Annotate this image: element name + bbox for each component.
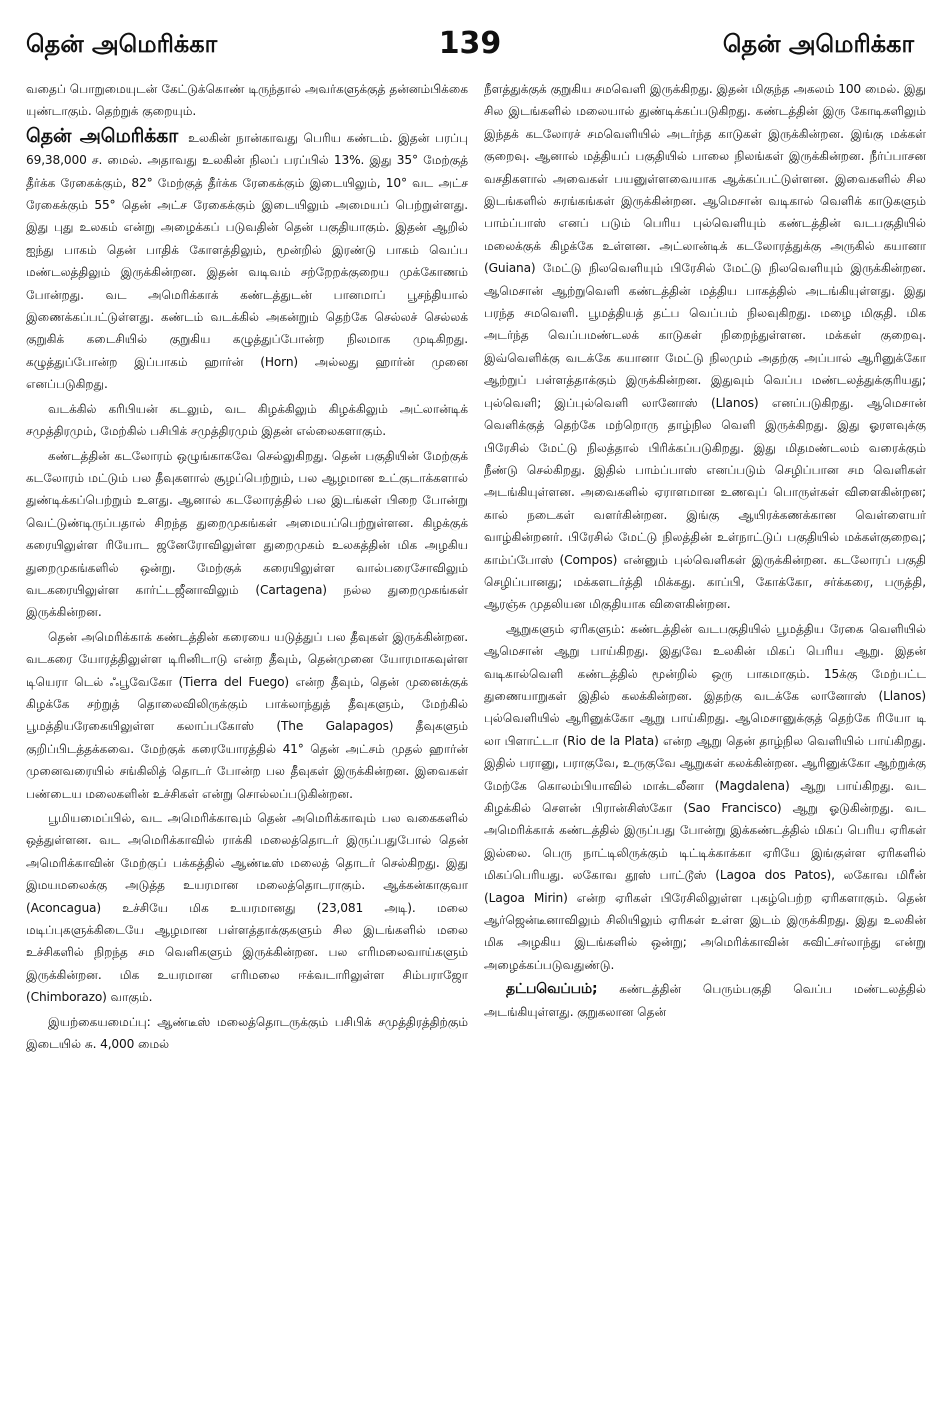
left-column [26,78,468,1408]
running-head-right: தென் அமெரிக்கா [722,30,914,58]
paragraph [484,78,926,616]
section-heading: தட்பவெப்பம்; [506,981,598,998]
page-number: 139 [438,26,502,61]
running-head-left: தென் அமெரிக்கா [26,30,218,58]
paragraph-text: கண்டத்தின் கடலோரம் ஒழுங்காகவே செல்லுகிறது. தென் பகுதியின் மேற்குக் கடலோரம் மட்டும் பல தீவுகளால் சூழப்பெற்றும், பல ஆழமான உட்குடாக்களால் துண்டிக்கப்பெற்றும் உளது. ஆனால் கடலோரத்தில் பல இடங்கள் பிறை போன்று வெட்டுண்டிருப்பதால் சிறந்த துறைமுகங்கள் அமையப்பெற்றுள்ளன. கிழக்குக் கரையிலுள்ள ரியோட ஜனேரோவிலுள்ள துறைமுகம் உலகத்தின் மிக அழகிய துறைமுகங்களில் ஒன்று. மேற்குக் கரையிலுள்ள வால்பரைசோவிலும் வடகரையிலுள்ள கார்ட்டஜீனாவிலும் (Cartagena) நல்ல துறைமுகங்கள் இருக்கின்றன. [26,448,468,620]
paragraph-text: இயற்கையமைப்பு: ஆண்டீஸ் மலைத்தொடருக்கும் பசிபிக் சமுத்திரத்திற்கும் இடையில் சு. 4,000 மைல் [26,1014,468,1052]
paragraph [484,618,926,977]
paragraph-text: தென் அமெரிக்காக் கண்டத்தின் கரையை யடுத்துப் பல தீவுகள் இருக்கின்றன. வடகரை யோரத்திலுள்ள டிரினிடாடு என்ற தீவும், தென்முனை யோரமாகவுள்ள டியெரா டெல் ஃபூவேகோ (Tierra del Fuego) என்ற தீவும், தென் முனைக்குக் கிழக்கே சற்றுத் தொலைவிலிருக்கும் பாக்லாந்துத் தீவுகளும், மேற்கில் பூமத்தியரேகையிலுள்ள கலாப்பகோஸ் (The Galapagos) தீவுகளும் குறிப்பிடத்தக்கவை. மேற்குக் கரையோரத்தில் 41° தென் அட்சம் முதல் ஹார்ன் முனைவரையில் சங்கிலித் தொடர் போன்ற பல தீவுகள் இருக்கின்றன. இவைகள் பண்டைய மலைகளின் உச்சிகள் என்று சொல்லப்படுகின்றன. [26,629,468,801]
paragraph [484,978,926,1023]
paragraph-text: பூமியமைப்பில், வட அமெரிக்காவும் தென் அமெரிக்காவும் பல வகைகளில் ஒத்துள்ளன. வட அமெரிக்காவில் ராக்கி மலைத்தொடர் இருப்பதுபோல் தென் அமெரிக்காவின் மேற்குப் பக்கத்தில் ஆண்டீஸ் மலைத் தொடர் செல்கிறது. இது இமயமலைக்கு அடுத்த உயரமான மலைத்தொடராகும். ஆக்கன்காகுவா (Aconcagua) உச்சியே மிக உயரமானது (23,081 அடி). மலை மடிப்புகளுக்கிடையே ஆழமான பள்ளத்தாக்குகளும் சில இடங்களில் மலை உச்சிகளில் நிறந்த சம வெளிகளும் இருக்கின்றன. பல எரிமலைவாய்களும் இருக்கின்றன. மிக உயரமான எரிமலை ஈக்வடாரிலுள்ள சிம்பராஜோ (Chimborazo) வாகும். [26,811,468,1005]
paragraph-text: கண்டத்தின் பெரும்பகுதி வெப்ப மண்டலத்தில் அடங்கியுள்ளது. குறுகலான தென் [484,982,926,1019]
paragraph [26,78,468,123]
entry-paragraph [26,125,468,396]
paragraph [26,626,468,805]
paragraph [26,807,468,1009]
paragraph-text: ஆறுகளும் ஏரிகளும்: கண்டத்தின் வடபகுதியில் பூமத்திய ரேகை வெளியில் ஆமெசான் ஆறு பாய்கிறது. இதுவே உலகின் மிகப் பெரிய ஆறு. இதன் வடிகால்வெளி கண்டத்தில் மூன்றில் ஒரு பாகமாகும். 15க்கு மேற்பட்ட துணையாறுகள் இதில் கலக்கின்றன. இதற்கு வடக்கே லானோஸ் (Llanos) புல்வெளியில் ஆரினுக்கோ ஆறு பாய்கிறது. ஆமெசானுக்குத் தெற்கே ரியோ டி லா பிளாட்டா (Rio de la Plata) என்ற ஆறு தென் தாழ்நில வெளியில் பாய்கிறது. இதில் பரானு, பராகுவே, உருகுவே ஆறுகள் கலக்கின்றன. ஆரினுக்கோ ஆற்றுக்கு மேற்கே கொலம்பியாவில் மாக்டலீனா (Magdalena) ஆறு பாய்கிறது. வட கிழக்கில் சௌன் பிரான்சிஸ்கோ (Sao Francisco) ஆறு ஓடுகின்றது. வட அமெரிக்காக் கண்டத்தில் இருப்பது போன்று இக்கண்டத்தில் மிகப் பெரிய ஏரிகள் இல்லை. பெரு நாட்டிலிருக்கும் டிட்டிக்காக்கா ஏரியே இங்குள்ள ஏரிகளில் மிகப்பெரியது. லகோவ தூஸ் பாட்டூஸ் (Lagoa dos Patos), லகோவ மிரீன் (Lagoa Mirin) என்ற ஏரிகள் பிரேசிலிலுள்ள புகழ்பெற்ற ஏரிகளாகும். தென் ஆர்ஜென்டீனாவிலும் சிலியிலும் ஏரிகள் உள்ள இடம் இருக்கிறது. இது உலகின் மிக அழகிய இடங்களில் ஒன்று; அமெரிக்காவின் சுவிட்சர்லாந்து என்று அழைக்கப்படுவதுண்டு. [484,621,926,972]
paragraph-text: வடக்கில் கரிபியன் கடலும், வட கிழக்கிலும் கிழக்கிலும் அட்லான்டிக் சமுத்திரமும், மேற்கில் பசிபிக் சமுத்திரமும் இதன் எல்லைகளாகும். [26,401,468,439]
paragraph [26,445,468,624]
paragraph-text: நீளத்துக்குக் குறுகிய சமவெளி இருக்கிறது. இதன் மிகுந்த அகலம் 100 மைல். இது சில இடங்களில் மலையால் துண்டிக்கப்படுகிறது. கண்டத்தின் இரு கோடிகளிலும் இந்தக் கடலோரச் சமவெளியில் அடர்ந்த காடுகள் இருக்கின்றன. இங்கு மக்கள் குறைவு. ஆனால் மத்தியப் பகுதியில் பாலை நிலங்கள் இருக்கின்றன. நீர்ப்பாசன வசதிகளால் அவைகள் பயனுள்ளவையாக ஆக்கப்பட்டுள்ளன. இவைகளில் சில இடங்களில் சுரங்கங்கள் இருக்கின்றன. ஆமெசான் வடிகால் வெளிக் காடுகளும் பாம்ப்பாஸ் எனப் படும் பெரிய புல்வெளியும் கண்டத்தின் வடபகுதியில் மலைக்குக் கிழக்கே உள்ளன. அட்லான்டிக் கடலோரத்துக்கு அருகில் கயானா (Guiana) மேட்டு நிலவெளியும் பிரேசில் மேட்டு நிலவெளியும் இருக்கின்றன. ஆமெசான் ஆற்றுவெளி கண்டத்தின் மத்திய பாகத்தில் அடங்கியுள்ளது. இது பரந்த சமவெளி. பூமத்தியத் தட்ப வெப்பம் நிலவுகிறது. மழை மிகுதி. மிக அடர்ந்த வெப்பமண்டலக் காடுகள் நிறைந்துள்ளன. மக்கள் குறைவு. இவ்வெளிக்கு வடக்கே கயானா மேட்டு நிலமும் அதற்கு அப்பால் ஆரினுக்கோ ஆற்றுப் பள்ளத்தாக்கும் இருக்கின்றன. இதுவும் வெப்ப மண்டலத்துக்குரியது; புல்வெளி; இப்புல்வெளி லானோஸ் (Llanos) எனப்படுகிறது. ஆமெசான் வெளிக்குத் தெற்கே மற்றொரு தாழ்நில வெளி இருக்கிறது. இது ஓரளவுக்கு பிரேசில் மேட்டு நிலத்தால் பிரிக்கப்படுகிறது. இது மிதமண்டலம் வரைக்கும் நீண்டு செல்கிறது. இதில் பாம்ப்பாஸ் எனப்படும் செழிப்பான சம வெளிகள் அடங்கியுள்ளன. அவைகளில் ஏராளமான உணவுப் பொருள்கள் விளைகின்றன; கால் நடைகள் வளர்கின்றன. இங்கு ஆயிரக்கணக்கான வெள்ளையர் வாழ்கின்றனர். பிரேசில் மேட்டு நிலத்தின் உள்நாட்டுப் பகுதியில் மக்கள்குறைவு; காம்ப்போஸ் (Compos) என்னும் புல்வெளிகள் இருக்கின்றன. கடலோரப் பகுதி செழிப்பானது; மக்களடர்த்தி மிக்கது. காப்பி, கோக்கோ, சர்க்கரை, பருத்தி, ஆரஞ்சு முதலியன மிகுதியாக விளைகின்றன. [484,82,926,612]
paragraph-text: வதைப் பொறுமையுடன் கேட்டுக்கொண் டிருந்தால் அவர்களுக்குத் தன்னம்பிக்கை யுண்டாகும். தெற்றுக் குறையும். [26,82,468,119]
paragraph [26,398,468,443]
entry-heading: தென் அமெரிக்கா [26,124,179,147]
right-column [484,78,926,1408]
paragraph [26,1011,468,1056]
page-header [26,26,914,70]
paragraph-text: உலகின் நான்காவது பெரிய கண்டம். இதன் பரப்பு 69,38,000 ச. மைல். அதாவது உலகின் நிலப் பரப்பில் 13%. இது 35° மேற்குத் தீர்க்க ரேகைக்கும், 82° மேற்குத் தீர்க்க ரேகைக்கும் இடையிலும், 10° வட அட்ச ரேகைக்கும் 55° தென் அட்ச ரேகைக்கும் இடையிலும் அமையப் பெற்றுள்ளது. இது புது உலகம் என்று அழைக்கப் படுவதின் தென் பகுதியாகும். இதன் ஆறில் ஐந்து பாகம் தென் பாதிக் கோளத்திலும், மூன்றில் இரண்டு பாகம் வெப்ப மண்டலத்திலும் இருக்கின்றன. இதன் வடிவம் சற்றேறக்குறைய முக்கோணம் போன்றது. வட அமெரிக்காக் கண்டத்துடன் பானமாப் பூசந்தியால் இணைக்கப்பட்டுள்ளது. கண்டம் வடக்கில் அகன்றும் தெற்கே செல்லச் செல்லக் குறுகிக் கடைசியில் குறுகிய கழுத்துப்போன்ற நிலமாக முடிகிறது. கழுத்துப்போன்ற இப்பாகம் ஹார்ன் (Horn) அல்லது ஹார்ன் முனை எனப்படுகிறது. [26,130,468,392]
